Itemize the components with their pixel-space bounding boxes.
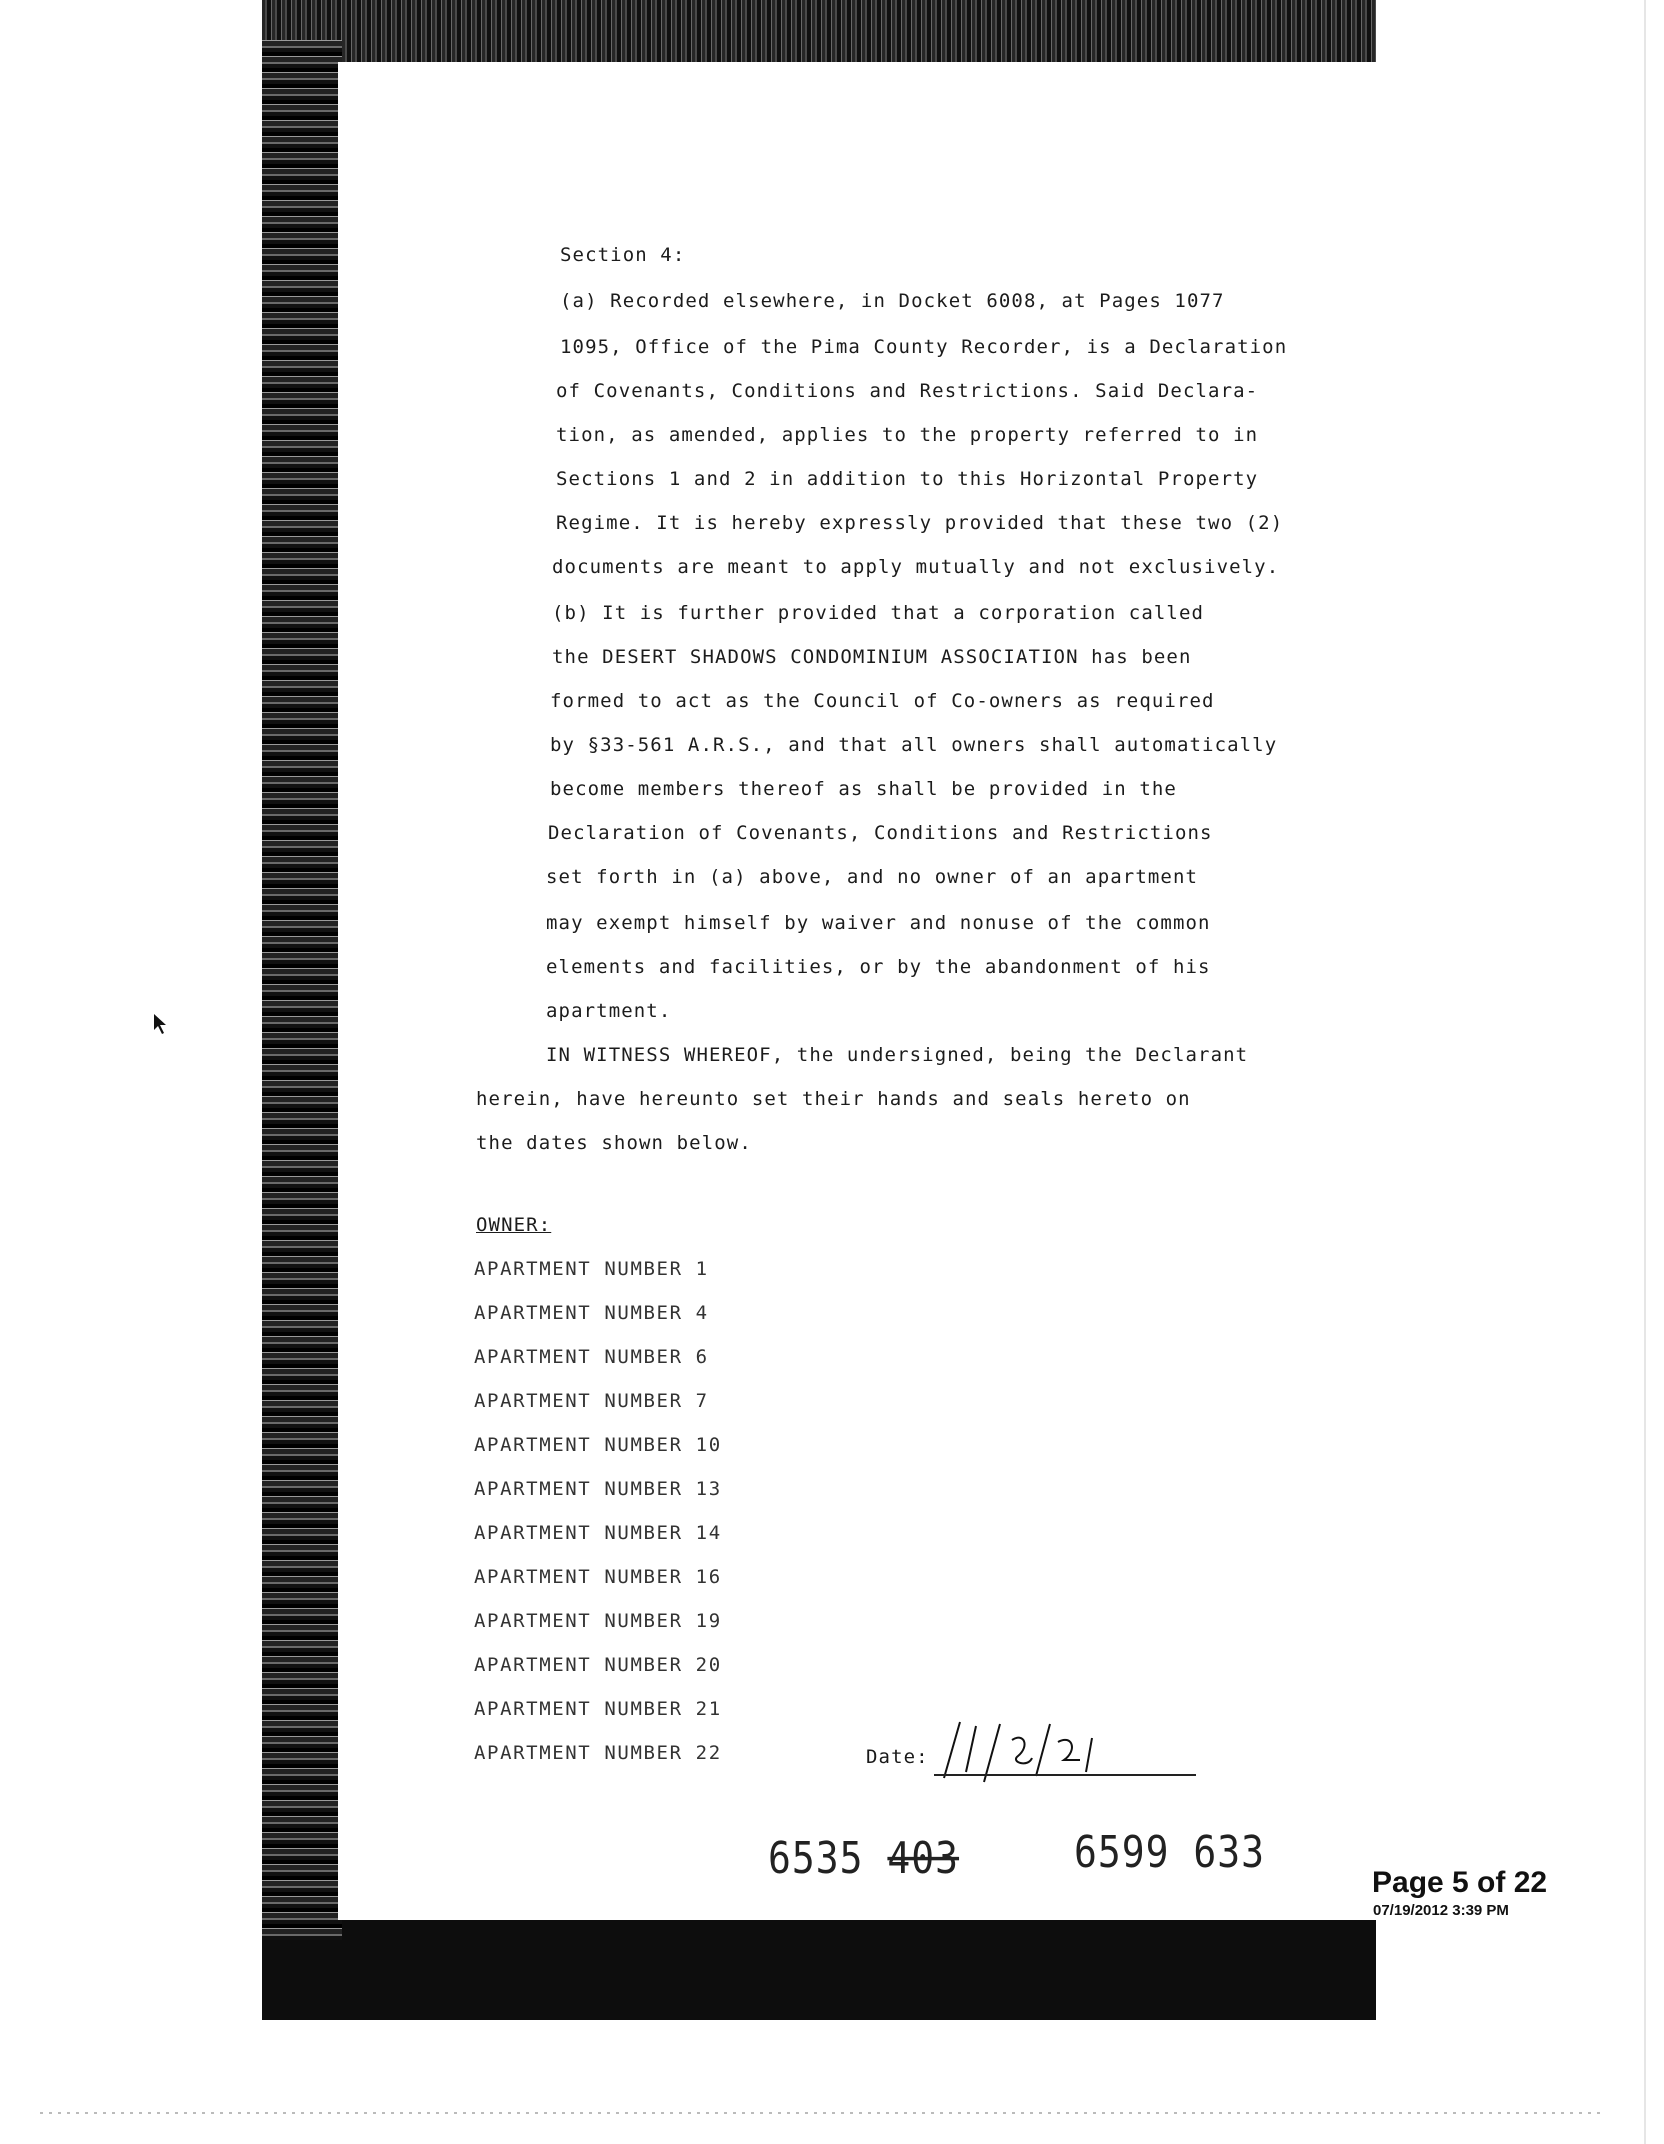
apartment-line: APARTMENT NUMBER 4 <box>474 1302 709 1324</box>
apartment-line: APARTMENT NUMBER 10 <box>474 1434 722 1456</box>
body-line: formed to act as the Council of Co-owners as required <box>550 690 1215 712</box>
print-timestamp: 07/19/2012 3:39 PM <box>1373 1902 1509 1919</box>
scan-right-edge <box>1644 0 1646 2144</box>
body-line: 1095, Office of the Pima County Recorder, is a Declaration <box>560 336 1288 358</box>
apartment-line: APARTMENT NUMBER 14 <box>474 1522 722 1544</box>
scan-top-edge <box>262 0 1376 70</box>
body-line: (a) Recorded elsewhere, in Docket 6008, at Pages 1077 <box>560 290 1225 312</box>
witness-line: herein, have hereunto set their hands and seals hereto on <box>476 1088 1191 1110</box>
body-line: may exempt himself by waiver and nonuse of the common <box>546 912 1211 934</box>
docket-number-right-value: 6599 <box>1074 1826 1170 1878</box>
body-line: Declaration of Covenants, Conditions and Restrictions <box>548 822 1213 844</box>
docket-number-left-value: 6535 <box>768 1832 864 1884</box>
body-line: elements and facilities, or by the abandonment of his <box>546 956 1211 978</box>
apartment-line: APARTMENT NUMBER 20 <box>474 1654 722 1676</box>
body-line: (b) It is further provided that a corporation called <box>552 602 1205 624</box>
apartment-line: APARTMENT NUMBER 6 <box>474 1346 709 1368</box>
witness-line: the dates shown below. <box>476 1132 752 1154</box>
body-line: apartment. <box>546 1000 672 1022</box>
body-line: of Covenants, Conditions and Restrictions. Said Declara- <box>556 380 1259 402</box>
scan-left-edge <box>262 40 342 1940</box>
body-line: set forth in (a) above, and no owner of an apartment <box>546 866 1199 888</box>
docket-number-right <box>1074 1827 1265 1878</box>
scan-bottom-dots <box>40 2112 1600 2114</box>
body-line: tion, as amended, applies to the property referred to in <box>556 424 1259 446</box>
owner-heading: OWNER: <box>476 1214 552 1236</box>
docket-number-left <box>768 1833 959 1884</box>
page-indicator: Page 5 of 22 <box>1372 1866 1548 1899</box>
witness-line: IN WITNESS WHEREOF, the undersigned, being the Declarant <box>546 1044 1249 1066</box>
body-line: the DESERT SHADOWS CONDOMINIUM ASSOCIATION has been <box>552 646 1192 668</box>
apartment-line: APARTMENT NUMBER 7 <box>474 1390 709 1412</box>
apartment-line: APARTMENT NUMBER 1 <box>474 1258 709 1280</box>
date-signature-line <box>934 1774 1196 1776</box>
apartment-line: APARTMENT NUMBER 16 <box>474 1566 722 1588</box>
apartment-line: APARTMENT NUMBER 19 <box>474 1610 722 1632</box>
docket-page-right: 633 <box>1193 1826 1266 1878</box>
docket-page-left: 403 <box>887 1832 960 1884</box>
apartment-line: APARTMENT NUMBER 13 <box>474 1478 722 1500</box>
body-line: Sections 1 and 2 in addition to this Horizontal Property <box>556 468 1259 490</box>
date-label: Date: <box>866 1746 929 1768</box>
apartment-line: APARTMENT NUMBER 21 <box>474 1698 722 1720</box>
body-line: become members thereof as shall be provided in the <box>550 778 1177 800</box>
body-line: Regime. It is hereby expressly provided that these two (2) <box>556 512 1284 534</box>
body-line: documents are meant to apply mutually and not exclusively. <box>552 556 1280 578</box>
mouse-cursor-icon <box>152 1012 172 1036</box>
section-heading: Section 4: <box>560 244 686 266</box>
apartment-line: APARTMENT NUMBER 22 <box>474 1742 722 1764</box>
body-line: by §33-561 A.R.S., and that all owners shall automatically <box>550 734 1278 756</box>
